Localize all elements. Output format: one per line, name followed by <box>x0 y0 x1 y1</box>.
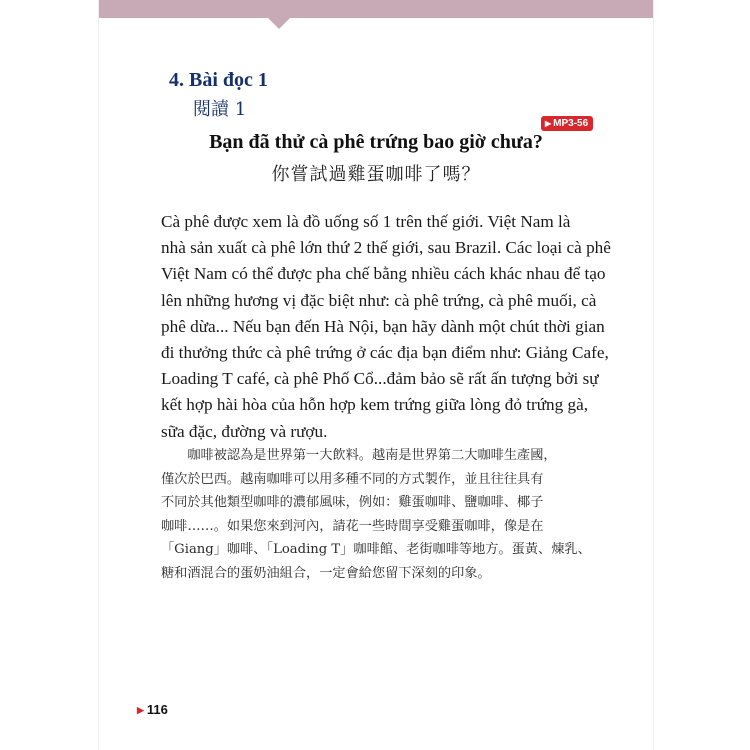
page-marker-icon: ▶ <box>137 705 144 715</box>
top-color-band <box>99 0 653 18</box>
paragraph-line: phê dừa... Nếu bạn đến Hà Nội, bạn hãy dành một chút thời gian <box>161 316 605 336</box>
section-heading: 4. Bài đọc 1 <box>169 69 268 91</box>
play-icon: ▶ <box>545 119 552 128</box>
section-subheading: 閱讀 1 <box>193 99 247 120</box>
page-footer <box>137 702 168 717</box>
paragraph-line: nhà sản xuất cà phê lớn thứ 2 thế giới, sau Brazil. Các loại cà phê <box>161 238 611 258</box>
article-title-vietnamese: Bạn đã thử cà phê trứng bao giờ chưa? <box>209 131 543 153</box>
paragraph-line: đi thưởng thức cà phê trứng ở các địa bạn điểm như: Giảng Cafe, <box>161 343 609 363</box>
audio-track-badge[interactable] <box>541 116 593 131</box>
paragraph-line: Loading T café, cà phê Phố Cổ...đảm bảo sẽ rất ấn tượng bởi sự <box>161 369 599 389</box>
article-body-chinese <box>161 444 611 586</box>
translation-line: 「Giang」咖啡、「Loading T」咖啡館、老街咖啡等地方。蛋黃、煉乳、 <box>161 542 591 558</box>
article-title-chinese: 你嘗試過雞蛋咖啡了嗎？ <box>271 164 481 185</box>
translation-line: 咖啡被認為是世界第一大飲料。越南是世界第二大咖啡生產國， <box>161 448 557 463</box>
paragraph-line: sữa đặc, đường và rượu. <box>161 421 328 441</box>
book-page <box>98 0 654 750</box>
translation-line: 僅次於巴西。越南咖啡可以用多種不同的方式製作，並且往往具有 <box>161 471 544 487</box>
translation-line: 不同於其他類型咖啡的濃郁風味，例如：雞蛋咖啡、鹽咖啡、椰子 <box>161 495 544 511</box>
page-number: 116 <box>146 702 168 717</box>
paragraph-line: lên những hương vị đặc biệt như: cà phê trứng, cà phê muối, cà <box>161 290 597 310</box>
translation-line: 糖和酒混合的蛋奶油組合，一定會給您留下深刻的印象。 <box>161 565 491 581</box>
paragraph-line: Cà phê được xem là đồ uống số 1 trên thế giới. Việt Nam là <box>161 212 571 231</box>
translation-line: 咖啡……。如果您來到河內，請花一些時間享受雞蛋咖啡，像是在 <box>161 518 544 534</box>
article-body-vietnamese <box>161 209 611 445</box>
top-notch-marker <box>267 17 291 29</box>
audio-track-label: MP3-56 <box>553 118 589 129</box>
paragraph-line: Việt Nam có thể được pha chế bằng nhiều cách khác nhau để tạo <box>161 264 606 284</box>
paragraph-line: kết hợp hài hòa của hỗn hợp kem trứng giữa lòng đỏ trứng gà, <box>161 395 589 415</box>
